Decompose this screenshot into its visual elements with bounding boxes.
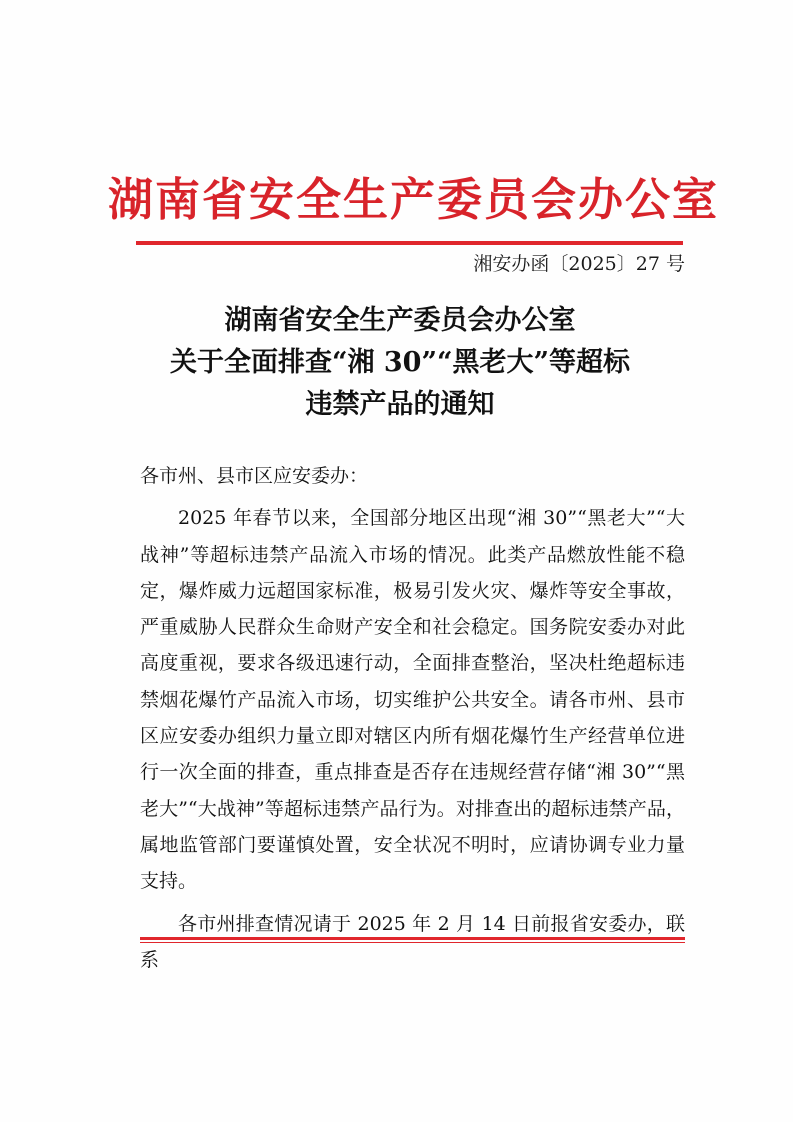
footer-red-divider-thin xyxy=(140,942,685,943)
body-paragraph-1: 2025 年春节以来，全国部分地区出现“湘 30”“黑老大”“大战神”等超标违禁产品流入市场的情况。此类产品燃放性能不稳定，爆炸威力远超国家标准，极易引发火灾、爆炸等安全事故，严重威胁人民群众生命财产安全和社会稳定。国务院安委办对此高度重视，要求各级迅速行动，全面排查整治，坚决杜绝超标违禁烟花爆竹产品流入市场，切实维护公共安全。请各市州、县市区应安委办组织力量立即对辖区内所有烟花爆竹生产经营单位进行一次全面的排查，重点排查是否存在违规经营存储“湘 30”“黑老大”“大战神”等超标违禁产品行为。对排查出的超标违禁产品，属地监管部门要谨慎处置，安全状况不明时，应请协调专业力量支持。 xyxy=(140,507,685,893)
salutation: 各市州、县市区应安委办： xyxy=(140,465,369,487)
footer-red-divider-thick xyxy=(140,937,685,940)
header-red-divider xyxy=(136,241,683,245)
body-paragraph-2: 各市州排查情况请于 2025 年 2 月 14 日前报省安委办，联系 xyxy=(140,912,685,971)
document-number: 湘安办函〔2025〕27 号 xyxy=(473,253,685,275)
document-title xyxy=(108,300,692,426)
issuing-organization-header: 湖南省安全生产委员会办公室 xyxy=(108,173,720,226)
title-line-3: 违禁产品的通知 xyxy=(305,389,495,420)
title-line-2: 关于全面排查“湘 30”“黑老大”等超标 xyxy=(169,347,631,378)
document-body xyxy=(140,458,685,978)
title-line-1: 湖南省安全生产委员会办公室 xyxy=(224,305,576,336)
